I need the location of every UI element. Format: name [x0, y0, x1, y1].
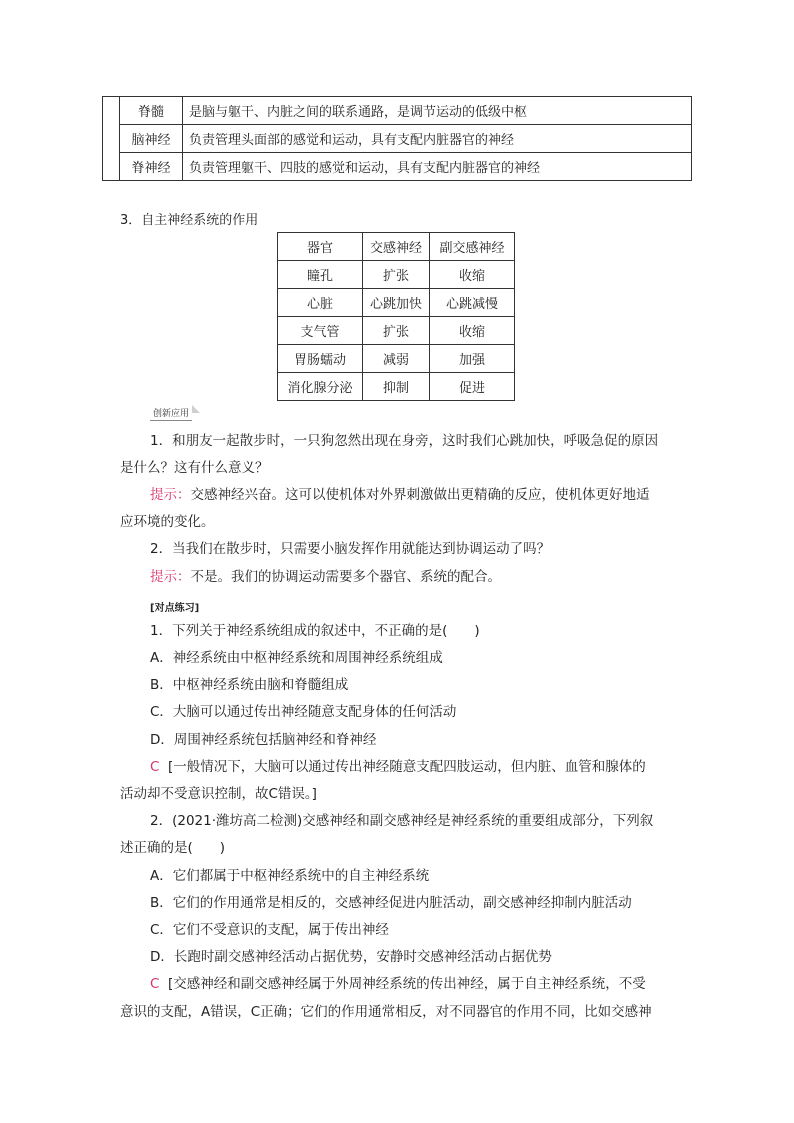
table-cell: 加强	[430, 345, 515, 373]
table-row	[278, 317, 515, 345]
table-cell: 扩张	[363, 261, 430, 289]
table-cell: 扩张	[363, 317, 430, 345]
hint-text: 应环境的变化。	[120, 514, 215, 530]
option-b: B．中枢神经系统由脑和脊髓组成	[150, 677, 349, 693]
table-row	[103, 153, 692, 181]
table-cell: 心脏	[278, 289, 363, 317]
table-cell: 减弱	[363, 345, 430, 373]
table-header-row	[278, 233, 515, 261]
organ-desc-cell: 是脑与躯干、内脏之间的联系通路，是调节运动的低级中枢	[183, 97, 692, 125]
answer-line	[150, 975, 646, 993]
hint-text: 交感神经兴奋。这可以使机体对外界刺激做出更精确的反应，使机体更好地适	[190, 487, 650, 503]
table-row	[278, 261, 515, 289]
table-cell: 心跳减慢	[430, 289, 515, 317]
answer-letter: C	[150, 976, 160, 992]
hint-text: 不是。我们的协调运动需要多个器官、系统的配合。	[190, 569, 501, 585]
header-cell: 副交感神经	[430, 233, 515, 261]
organ-desc-cell: 负责管理躯干、四肢的感觉和运动，具有支配内脏器官的神经	[183, 153, 692, 181]
option-c: C．它们不受意识的支配，属于传出神经	[150, 922, 389, 938]
option-d: D．周围神经系统包括脑神经和脊神经	[150, 732, 377, 748]
table-cell: 支气管	[278, 317, 363, 345]
option-b: B．它们的作用通常是相反的，交感神经促进内脏活动，副交感神经抑制内脏活动	[150, 895, 632, 911]
innovation-badge: 创新应用	[150, 405, 192, 421]
question-stem: 1．下列关于神经系统组成的叙述中，不正确的是( )	[150, 623, 480, 639]
question-stem: 2．(2021·潍坊高二检测)交感神经和副交感神经是神经系统的重要组成部分，下列叙	[150, 813, 654, 829]
table-row	[278, 373, 515, 401]
question-text: 1．和朋友一起散步时，一只狗忽然出现在身旁，这时我们心跳加快，呼吸急促的原因	[150, 433, 659, 449]
organ-name-cell: 脊神经	[120, 153, 183, 181]
answer-explain: 活动却不受意识控制，故C错误。]	[120, 786, 317, 802]
answer-line	[150, 758, 646, 776]
table-cell: 收缩	[430, 261, 515, 289]
question-text: 是什么？这有什么意义？	[120, 460, 269, 476]
option-a: A．它们都属于中枢神经系统中的自主神经系统	[150, 868, 430, 884]
hint-line	[150, 568, 501, 586]
organ-name-cell: 脑神经	[120, 125, 183, 153]
table-row	[278, 289, 515, 317]
option-d: D．长跑时副交感神经活动占据优势，安静时交感神经活动占据优势	[150, 949, 552, 965]
answer-explain: 意识的支配，A错误，C正确；它们的作用通常相反，对不同器官的作用不同，比如交感神	[120, 1004, 652, 1020]
nervous-system-table	[102, 96, 692, 181]
header-cell: 器官	[278, 233, 363, 261]
practice-badge: [对点练习]	[150, 603, 200, 614]
question-stem: 述正确的是( )	[120, 840, 226, 856]
answer-explain: [交感神经和副交感神经属于外周神经系统的传出神经，属于自主神经系统，不受	[168, 976, 646, 992]
table-row	[103, 125, 692, 153]
option-a: A．神经系统由中枢神经系统和周围神经系统组成	[150, 650, 443, 666]
answer-letter: C	[150, 759, 160, 775]
table-cell: 瞳孔	[278, 261, 363, 289]
table-cell: 抑制	[363, 373, 430, 401]
autonomic-table	[277, 232, 515, 401]
table-cell: 消化腺分泌	[278, 373, 363, 401]
organ-desc-cell: 负责管理头面部的感觉和运动，具有支配内脏器官的神经	[183, 125, 692, 153]
merged-cell	[103, 97, 120, 181]
table-cell: 收缩	[430, 317, 515, 345]
header-cell: 交感神经	[363, 233, 430, 261]
organ-name-cell: 脊髓	[120, 97, 183, 125]
table-row	[278, 345, 515, 373]
table-row	[103, 97, 692, 125]
option-c: C．大脑可以通过传出神经随意支配身体的任何活动	[150, 704, 457, 720]
table-cell: 胃肠蠕动	[278, 345, 363, 373]
table-cell: 心跳加快	[363, 289, 430, 317]
hint-line	[150, 486, 650, 504]
question-text: 2．当我们在散步时，只需要小脑发挥作用就能达到协调运动了吗？	[150, 541, 551, 557]
section-heading: 3．自主神经系统的作用	[120, 213, 259, 228]
answer-explain: [一般情况下，大脑可以通过传出神经随意支配四肢运动，但内脏、血管和腺体的	[168, 759, 646, 775]
table-cell: 促进	[430, 373, 515, 401]
hint-label: 提示：	[150, 569, 191, 585]
hint-label: 提示：	[150, 487, 191, 503]
